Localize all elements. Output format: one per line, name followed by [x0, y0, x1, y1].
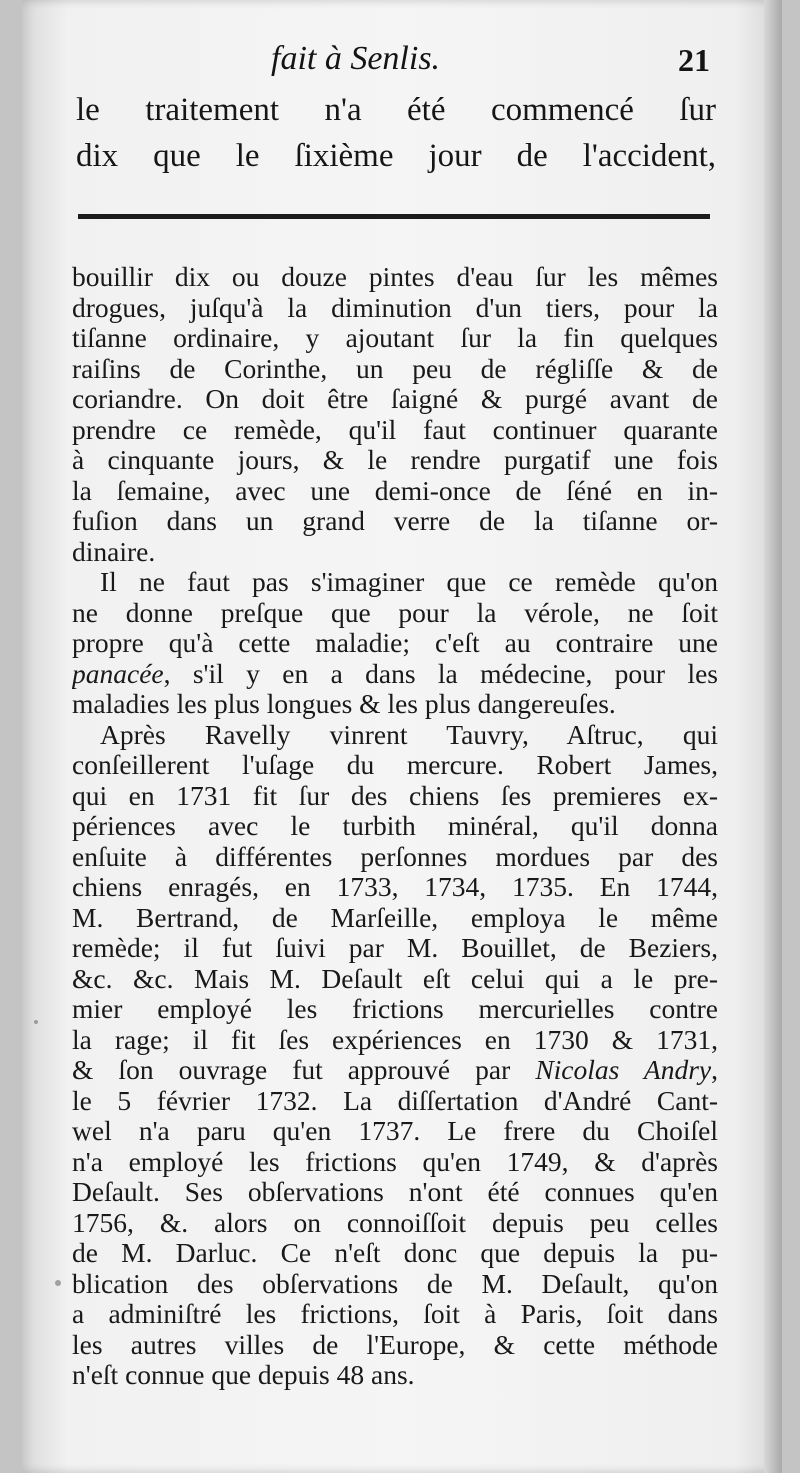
text-line: Il ne faut pas s'imaginer que ce remède qu'on — [100, 567, 718, 597]
text-line: la rage; il fit ſes expériences en 1730 & 1731, — [72, 1024, 718, 1055]
text-line: 1756, &. alors on connoiſſoit depuis peu celles — [72, 1207, 718, 1238]
text-line: blication des obſervations de M. Deſault, qu'on — [72, 1268, 718, 1299]
body-text — [72, 262, 718, 1391]
italic-term: Nicolas Andry — [535, 1055, 712, 1085]
text-fragment: & ſon ouvrage fut approuvé par — [72, 1055, 536, 1085]
horizontal-rule — [78, 214, 710, 219]
text-line: M. Bertrand, de Marſeille, employa le même — [72, 902, 718, 933]
text-line: Après Ravelly vinrent Tauvry, Aſtruc, qui — [100, 719, 718, 750]
text-line: tiſanne ordinaire, y ajoutant ſur la fin quelques — [72, 323, 718, 353]
italic-term: panacée — [72, 658, 164, 689]
page-header — [76, 38, 710, 88]
footnote-line: dix que le ſixième jour de l'accident, — [76, 138, 716, 174]
text-line: les autres villes de l'Europe, & cette méthode — [72, 1329, 718, 1360]
text-line: prendre ce remède, qu'il faut continuer quarante — [72, 414, 718, 445]
text-line: périences avec le turbith minéral, qu'il donna — [72, 811, 718, 841]
text-line: a adminiſtré les frictions, ſoit à Paris, ſoit dans — [72, 1299, 718, 1329]
text-line: remède; il fut ſuivi par M. Bouillet, de Beziers, — [72, 933, 718, 963]
text-line: dinaire. — [72, 536, 156, 567]
text-line: fuſion dans un grand verre de la tiſanne or- — [72, 506, 718, 536]
text-line: mier employé les frictions mercurielles contre — [72, 994, 718, 1024]
text-line: wel n'a paru qu'en 1737. Le frere du Choiſel — [72, 1116, 718, 1146]
text-line: conſeillerent l'uſage du mercure. Robert James, — [72, 750, 718, 780]
text-line — [72, 659, 718, 690]
text-line — [72, 1055, 718, 1086]
running-title: fait à Senlis. — [271, 40, 441, 77]
ink-spot — [34, 1020, 38, 1024]
text-line: drogues, juſqu'à la diminution d'un tiers, pour la — [72, 292, 718, 323]
text-line: raiſins de Corinthe, un peu de régliſſe & de — [72, 353, 718, 384]
text-fragment: , — [711, 1055, 718, 1085]
text-line: n'a employé les frictions qu'en 1749, & d'après — [72, 1146, 718, 1177]
text-line: chiens enragés, en 1733, 1734, 1735. En 1744, — [72, 872, 718, 902]
text-line: Deſault. Ses obſervations n'ont été connues qu'en — [72, 1177, 718, 1207]
footnote-line: le traitement n'a été commencé ſur — [76, 92, 716, 128]
text-line: n'eſt connue que depuis 48 ans. — [72, 1360, 415, 1390]
text-line: bouillir dix ou douze pintes d'eau ſur les mêmes — [72, 262, 718, 292]
text-fragment: , s'il y en a dans la médecine, pour les — [163, 658, 718, 689]
text-line: &c. &c. Mais M. Deſault eſt celui qui a le pre- — [72, 963, 718, 994]
page-edge — [764, 0, 782, 1473]
text-line: ne donne preſque que pour la vérole, ne ſoit — [72, 597, 718, 628]
text-line: propre qu'à cette maladie; c'eſt au contraire une — [72, 628, 718, 658]
text-line: à cinquante jours, & le rendre purgatif une fois — [72, 445, 718, 475]
text-line: enſuite à différentes perſonnes mordues par des — [72, 841, 718, 872]
text-line: le 5 février 1732. La diſſertation d'André Cant- — [72, 1085, 718, 1116]
ink-spot — [55, 1280, 61, 1286]
text-line: coriandre. On doit être ſaigné & purgé avant de — [72, 384, 718, 414]
text-line: de M. Darluc. Ce n'eſt donc que depuis la pu- — [72, 1238, 718, 1268]
page-number: 21 — [678, 42, 710, 78]
text-line: la ſemaine, avec une demi-once de ſéné en in- — [72, 475, 718, 506]
text-line: maladies les plus longues & les plus dangereuſes. — [72, 689, 616, 719]
text-line: qui en 1731 fit ſur des chiens ſes premieres ex- — [72, 780, 718, 811]
